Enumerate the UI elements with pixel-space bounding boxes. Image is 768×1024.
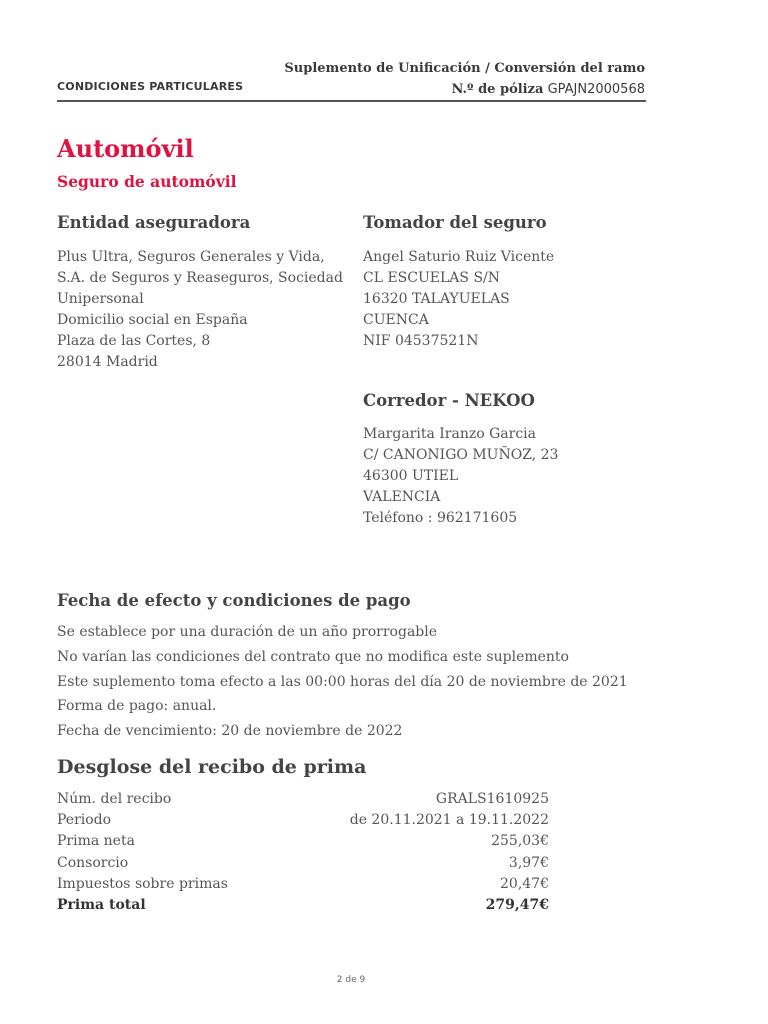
policyholder-line: CL ESCUELAS S/N <box>363 270 501 286</box>
condition-line: Se establece por una duración de un año prorrogable <box>57 624 438 640</box>
row-value: GRALS1610925 <box>435 791 549 807</box>
page-number: 2 de 9 <box>336 975 366 985</box>
row-value: 255,03€ <box>491 833 549 850</box>
broker-line: VALENCIA <box>363 489 441 505</box>
condition-line: Fecha de vencimiento: 20 de noviembre de 2022 <box>57 723 403 740</box>
broker-line: 46300 UTIEL <box>363 468 459 484</box>
insurer-line: Plaza de las Cortes, 8 <box>57 333 211 349</box>
row-value: de 20.11.2021 a 19.11.2022 <box>349 812 549 829</box>
total-row <box>57 895 549 916</box>
row-label: Consorcio <box>57 854 129 871</box>
policyholder-heading: Tomador del seguro <box>363 213 547 232</box>
policy-number: GPAJN2000568 <box>547 82 645 97</box>
insurer-heading: Entidad aseguradora <box>57 213 251 232</box>
page-subtitle: Seguro de automóvil <box>57 172 237 191</box>
row-label: Núm. del recibo <box>57 791 172 807</box>
policyholder-line: Angel Saturio Ruiz Vicente <box>363 249 555 265</box>
row-label: Prima total <box>57 897 146 914</box>
condition-line: Forma de pago: anual. <box>57 698 217 715</box>
policyholder-line: 16320 TALAYUELAS <box>363 291 510 307</box>
policyholder-line: CUENCA <box>363 312 429 328</box>
broker-address <box>363 424 558 529</box>
insurer-line: Unipersonal <box>57 291 144 307</box>
insurer-line: 28014 Madrid <box>57 354 158 370</box>
condition-line: No varían las condiciones del contrato que no modifica este suplemento <box>57 648 569 665</box>
policyholder-address <box>363 247 554 352</box>
broker-line: Margarita Iranzo Garcia <box>363 426 537 442</box>
policy-number-line <box>284 79 645 100</box>
header-document-info <box>284 58 645 100</box>
broker-line: C/ CANONIGO MUÑOZ, 23 <box>363 447 559 463</box>
policyholder-line: NIF 04537521N <box>363 333 479 349</box>
condition-line: Este suplemento toma efecto a las 00:00 horas del día 20 de noviembre de 2021 <box>57 673 628 690</box>
insurer-line: S.A. de Seguros y Reaseguros, Sociedad <box>57 270 343 286</box>
insurer-line: Domicilio social en España <box>57 312 248 328</box>
row-label: Impuestos sobre primas <box>57 875 228 892</box>
table-row <box>57 789 549 810</box>
page-title: Automóvil <box>57 134 194 163</box>
receipt-heading: Desglose del recibo de prima <box>57 756 367 778</box>
table-row <box>57 853 549 874</box>
conditions-list <box>57 620 628 744</box>
insurer-address <box>57 247 343 373</box>
table-row <box>57 874 549 895</box>
row-value: 3,97€ <box>508 854 549 871</box>
broker-heading: Corredor - NEKOO <box>363 391 535 410</box>
policy-number-label: N.º de póliza <box>451 82 544 97</box>
header-divider <box>57 100 646 102</box>
document-type: Suplemento de Unificación / Conversión del ramo <box>284 61 645 76</box>
receipt-table <box>57 789 549 916</box>
header-section-label: CONDICIONES PARTICULARES <box>57 80 244 93</box>
row-value: 279,47€ <box>485 897 549 914</box>
table-row <box>57 831 549 852</box>
conditions-heading: Fecha de efecto y condiciones de pago <box>57 591 411 610</box>
broker-line: Teléfono : 962171605 <box>363 510 518 526</box>
row-value: 20,47€ <box>500 875 549 892</box>
row-label: Prima neta <box>57 833 135 850</box>
table-row <box>57 810 549 831</box>
row-label: Periodo <box>57 812 112 829</box>
insurer-line: Plus Ultra, Seguros Generales y Vida, <box>57 249 325 265</box>
